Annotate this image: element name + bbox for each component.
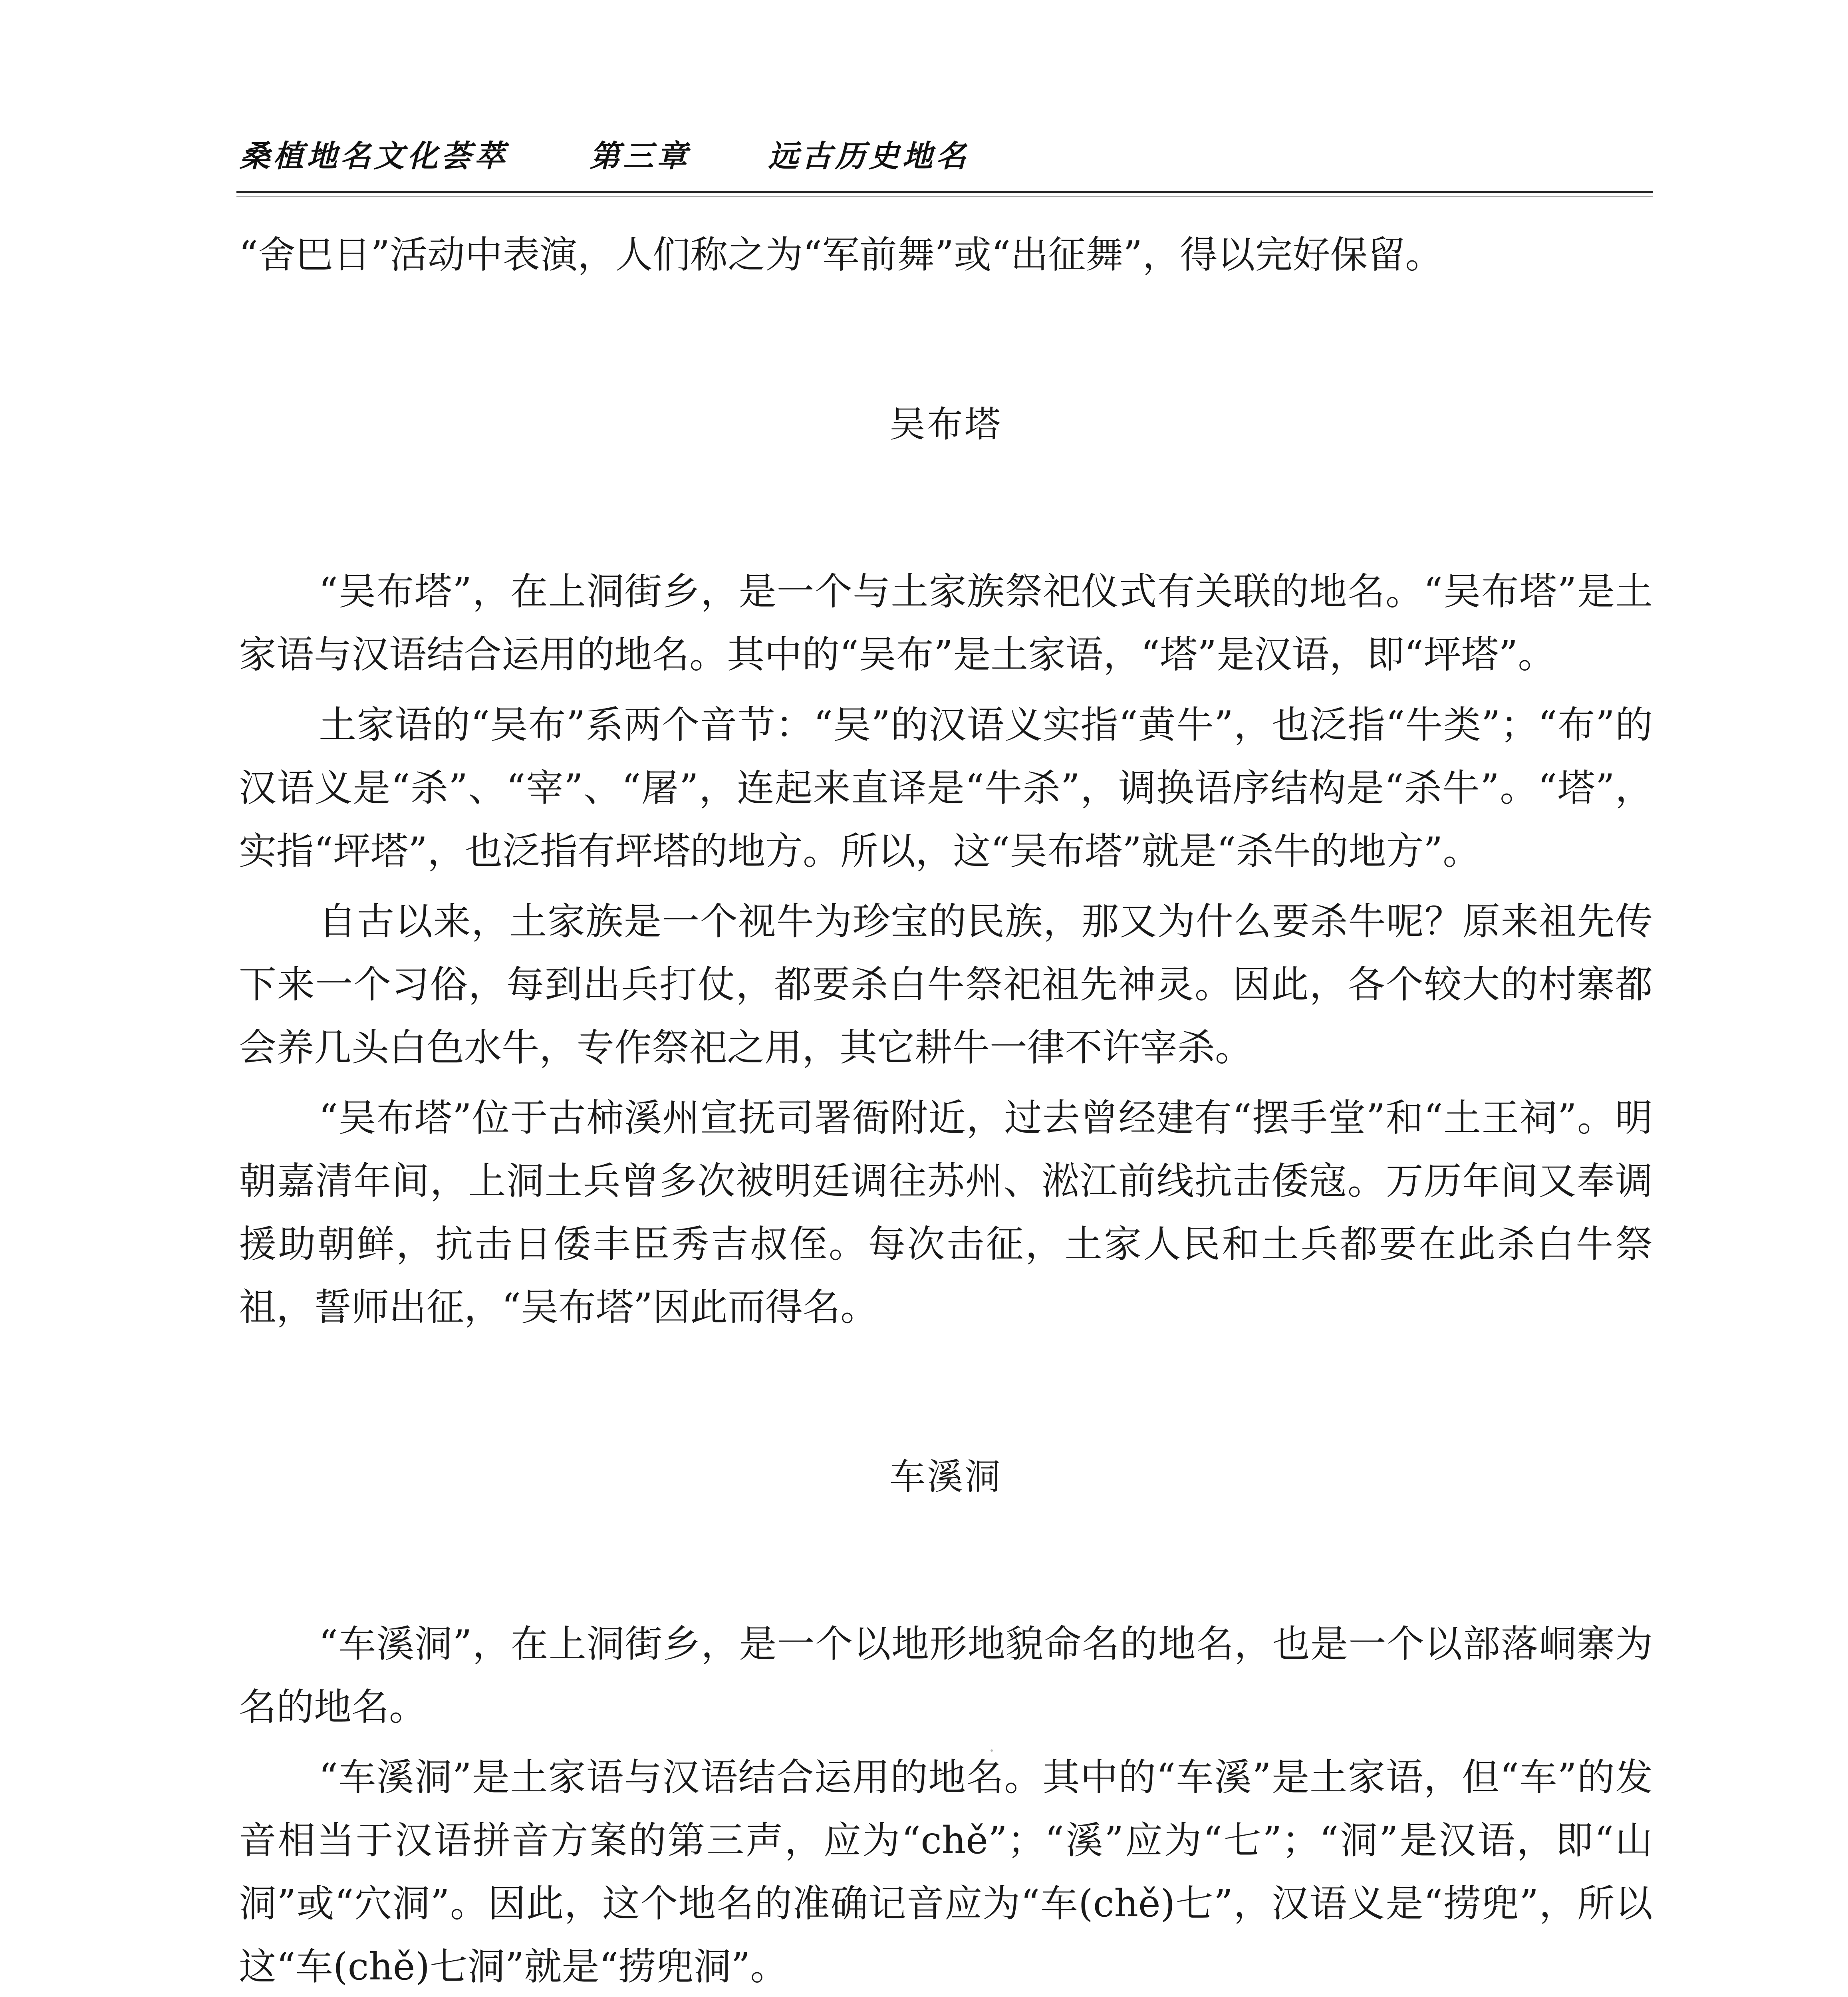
paragraph: “吴布塔”位于古柿溪州宣抚司署衙附近，过去曾经建有“摆手堂”和“土王祠”。明朝嘉清年间，上洞土兵曾多次被明廷调往苏州、淞江前线抗击倭寇。万历年间又奉调援助朝鲜，抗击日倭丰臣秀吉叔侄。每次击征，土家人民和土兵都要在此杀白牛祭祖，誓师出征，“吴布塔”因此而得名。 [239,1096,1653,1329]
chapter-title: 远古历史地名 [768,138,969,174]
book-title: 桑植地名文化荟萃 [240,138,508,174]
chapter-number: 第三章 [590,138,691,174]
paragraph: “吴布塔”，在上洞街乡，是一个与土家族祭祀仪式有关联的地名。“吴布塔”是土家语与汉语结合运用的地名。其中的“吴布”是土家语，“塔”是汉语，即“坪塔”。 [239,570,1653,677]
header-rule [236,191,1653,193]
paragraph: 土家语的“吴布”系两个音节：“吴”的汉语义实指“黄牛”，也泛指“牛类”；“布”的汉语义是“杀”、“宰”、“屠”，连起来直译是“牛杀”，调换语序结构是“杀牛”。“塔”，实指“坪塔”，也泛指有坪塔的地方。所以，这“吴布塔”就是“杀牛的地方”。 [239,703,1653,873]
paragraph: “车溪洞”，在上洞街乡，是一个以地形地貌命名的地名，也是一个以部落峒寨为名的地名。 [239,1622,1653,1729]
page-body [239,224,1653,1997]
section-title-wubuta: 吴布塔 [889,403,1002,445]
paragraph: “车溪洞”是土家语与汉语结合运用的地名。其中的“车溪”是土家语，但“车”的发音相当于汉语拼音方案的第三声，应为“chě”；“溪”应为“七”；“洞”是汉语，即“山洞”或“穴洞”。因此，这个地名的准确记音应为“车(chě)七”，汉语义是“捞兜”，所以这“车(chě)七洞”就是“捞兜洞”。 [239,1756,1653,1989]
paragraph: 自古以来，土家族是一个视牛为珍宝的民族，那又为什么要杀牛呢？原来祖先传下来一个习俗，每到出兵打仗，都要杀白牛祭祀祖先神灵。因此，各个较大的村寨都会养几头白色水牛，专作祭祀之用，其它耕牛一律不许宰杀。 [239,900,1653,1070]
scan-speck [990,1749,993,1752]
running-header [240,132,969,175]
section-title-chexidong: 车溪洞 [889,1456,1002,1498]
paragraph-continued: “舍巴日”活动中表演，人们称之为“军前舞”或“出征舞”，得以完好保留。 [239,233,1443,277]
